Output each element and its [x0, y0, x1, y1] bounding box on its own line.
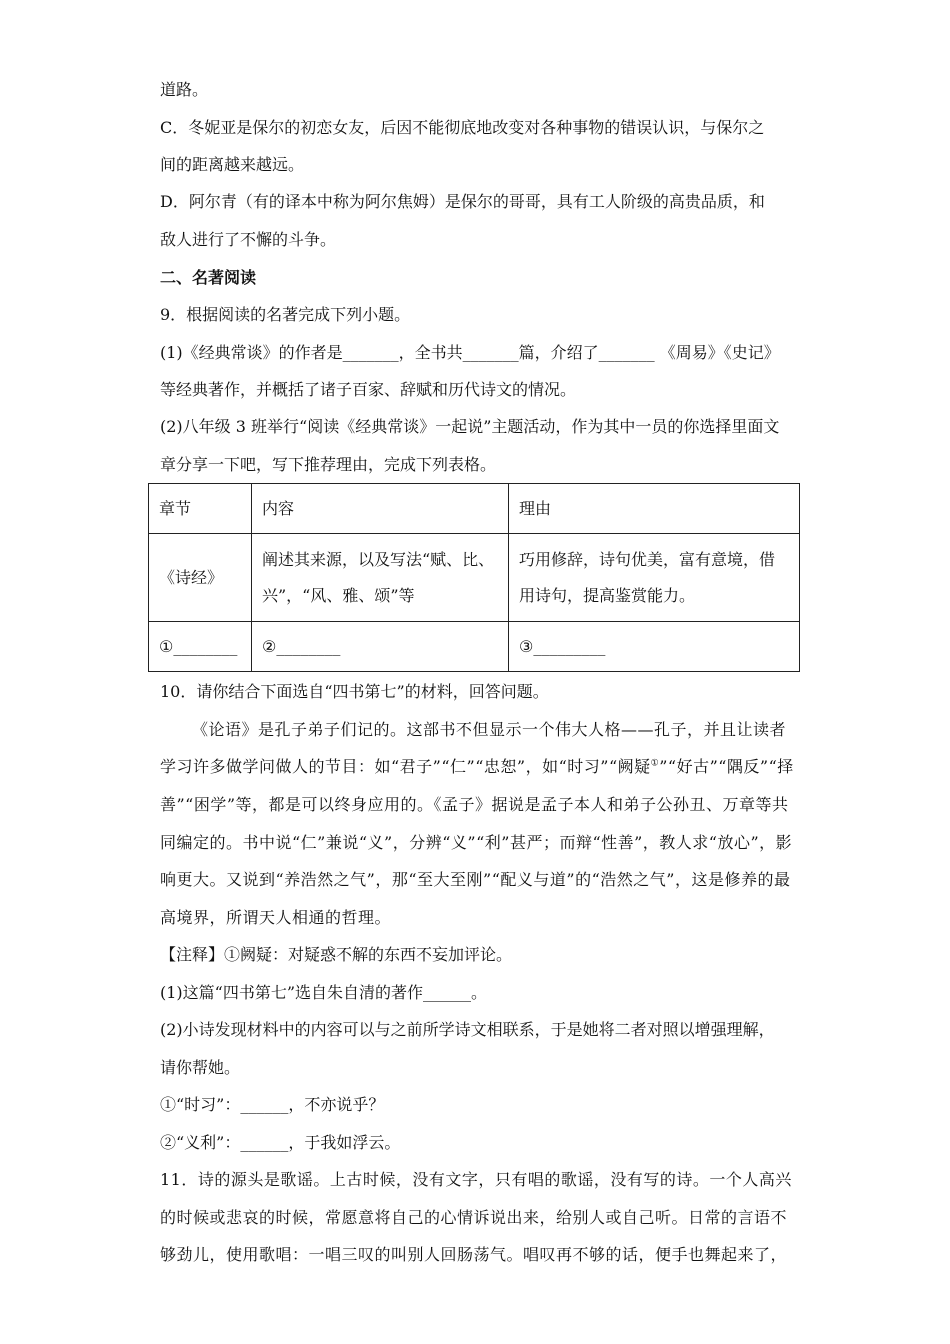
answer-2: ②“义利”：______，于我如浮云。 [160, 1133, 401, 1152]
blank-cell-2: ②________ [252, 622, 509, 672]
annotation: 【注释】①阙疑：对疑惑不解的东西不妄加评论。 [160, 945, 513, 964]
blank-cell-3: ③_________ [509, 622, 800, 672]
question-9-1-line1: (1)《经典常谈》的作者是_______，全书共_______篇，介绍了_______ 《周易》《史记》 [160, 343, 780, 362]
question-9-2-line1: (2)八年级 3 班举行“阅读《经典常谈》一起说”主题活动，作为其中一员的你选择里面文 [160, 417, 780, 436]
section-heading: 二、名著阅读 [160, 268, 257, 287]
question-9-2-line2: 章分享一下吧，写下推荐理由，完成下列表格。 [160, 455, 497, 474]
question-11-line2: 的时候或悲哀的时候，常愿意将自己的心情诉说出来，给别人或自己听。日常的言语不 [160, 1208, 788, 1227]
passage-line6: 高境界，所谓天人相通的哲理。 [160, 908, 392, 927]
question-11-line1: 11．诗的源头是歌谣。上古时候，没有文字，只有唱的歌谣，没有写的诗。一个人高兴 [160, 1170, 792, 1189]
option-d-line2: 敌人进行了不懈的斗争。 [160, 230, 337, 249]
question-9-1-line2: 等经典著作，并概括了诸子百家、辞赋和历代诗文的情况。 [160, 380, 577, 399]
blank-cell-1: ①________ [149, 622, 252, 672]
question-9: 9．根据阅读的名著完成下列小题。 [160, 305, 411, 324]
option-d-line1: D．阿尔青（有的译本中称为阿尔焦姆）是保尔的哥哥，具有工人阶级的高贵品质，和 [160, 192, 765, 211]
passage-line1: 《论语》是孔子弟子们记的。这部书不但显示一个伟大人格——孔子，并且让读者 [192, 720, 787, 739]
cell-content-line1: 阐述其来源，以及写法“赋、比、 [262, 549, 495, 569]
option-c-line2: 间的距离越来越远。 [160, 155, 305, 174]
cell-reason-line2: 用诗句，提高鉴赏能力。 [519, 585, 696, 605]
passage-line5: 响更大。又说到“养浩然之气”，那“至大至刚”“配义与道”的“浩然之气”，这是修养的最 [160, 870, 791, 889]
question-10-2-line2: 请你帮她。 [160, 1058, 241, 1077]
question-10: 10．请你结合下面选自“四书第七”的材料，回答问题。 [160, 682, 549, 701]
table-header-row [149, 484, 800, 534]
passage-line2-b: ”“好古”“隅反”“择 [659, 757, 794, 776]
cell-content-line2: 兴”，“风、雅、颂”等 [262, 585, 415, 605]
option-b-end: 道路。 [160, 80, 209, 99]
question-10-1: (1)这篇“四书第七”选自朱自清的著作______。 [160, 983, 488, 1002]
cell-content [252, 534, 509, 622]
cell-reason-line1: 巧用修辞，诗句优美，富有意境，借 [519, 549, 776, 569]
footnote-marker: ① [650, 758, 660, 769]
option-c-line1: C．冬妮亚是保尔的初恋女友，后因不能彻底地改变对各种事物的错误认识，与保尔之 [160, 118, 765, 137]
passage-line3: 善”“困学”等，都是可以终身应用的。《孟子》据说是孟子本人和弟子公孙丑、万章等共 [160, 795, 789, 814]
cell-chapter: 《诗经》 [149, 534, 252, 622]
table-row [149, 622, 800, 672]
passage-line2 [160, 756, 794, 778]
header-content: 内容 [252, 484, 509, 534]
cell-reason [509, 534, 800, 622]
answer-1: ①“时习”：______，不亦说乎？ [160, 1095, 385, 1114]
recommendation-table [148, 483, 800, 672]
question-11-line3: 够劲儿，使用歌唱：一唱三叹的叫别人回肠荡气。唱叹再不够的话，便手也舞起来了， [160, 1245, 788, 1264]
question-10-2-line1: (2)小诗发现材料中的内容可以与之前所学诗文相联系，于是她将二者对照以增强理解， [160, 1020, 775, 1039]
header-reason: 理由 [509, 484, 800, 534]
header-chapter: 章节 [149, 484, 252, 534]
passage-line2-a: 学习许多做学问做人的节目：如“君子”“仁”“忠恕”，如“时习”“阙疑 [160, 757, 651, 776]
passage-line4: 同编定的。书中说“仁”兼说“义”，分辨“义”“利”甚严；而辩“性善”，教人求“放心”，影 [160, 833, 793, 852]
table-row [149, 534, 800, 622]
